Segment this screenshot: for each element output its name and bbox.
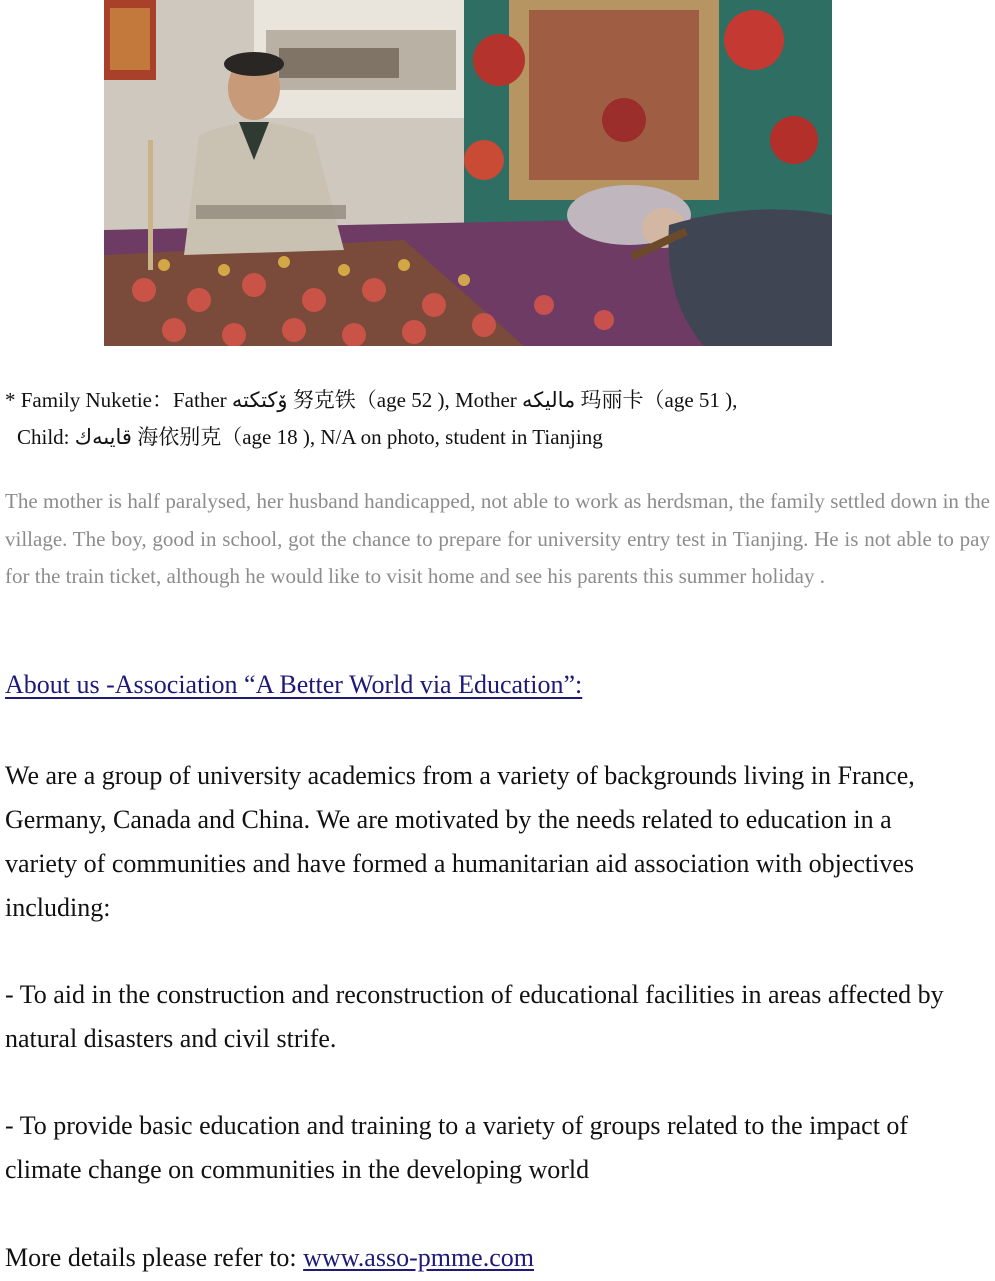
about-us-heading[interactable]: About us -Association “A Better World via Education”: bbox=[5, 670, 583, 699]
family-photo bbox=[104, 0, 832, 346]
family-story: The mother is half paralysed, her husband handicapped, not able to work as herdsman, the family settled down in the village. The boy, good in school, got the chance to prepare for university entry test in Tianjing. He is not able to pay for the train ticket, although he would like to visit home and see his parents this summer holiday . bbox=[5, 489, 990, 588]
about-paragraph: We are a group of university academics from a variety of backgrounds living in France, Germany, Canada and China. We are motivated by the needs related to education in a variety of communities and have formed a humanitarian aid association with objectives including: bbox=[5, 761, 915, 922]
more-details-line bbox=[5, 1236, 965, 1280]
photo-caption bbox=[5, 382, 965, 456]
objective-item-education: - To provide basic education and training to a variety of groups related to the impact of climate change on communities in the developing world bbox=[5, 1111, 909, 1184]
caption-child-line: Child: قايىەك 海依别克（age 18 ), N/A on photo, student in Tianjing bbox=[17, 425, 603, 449]
website-link[interactable]: www.asso-pmme.com bbox=[303, 1243, 534, 1272]
objective-item-construction: - To aid in the construction and reconstruction of educational facilities in areas affected by natural disasters and civil strife. bbox=[5, 980, 944, 1053]
more-details-prefix: More details please refer to: bbox=[5, 1243, 304, 1272]
caption-family-line: * Family Nuketie：Father ۆكتكته 努克铁（age 52 ), Mother ماليكه 玛丽卡（age 51 ), bbox=[5, 388, 738, 412]
